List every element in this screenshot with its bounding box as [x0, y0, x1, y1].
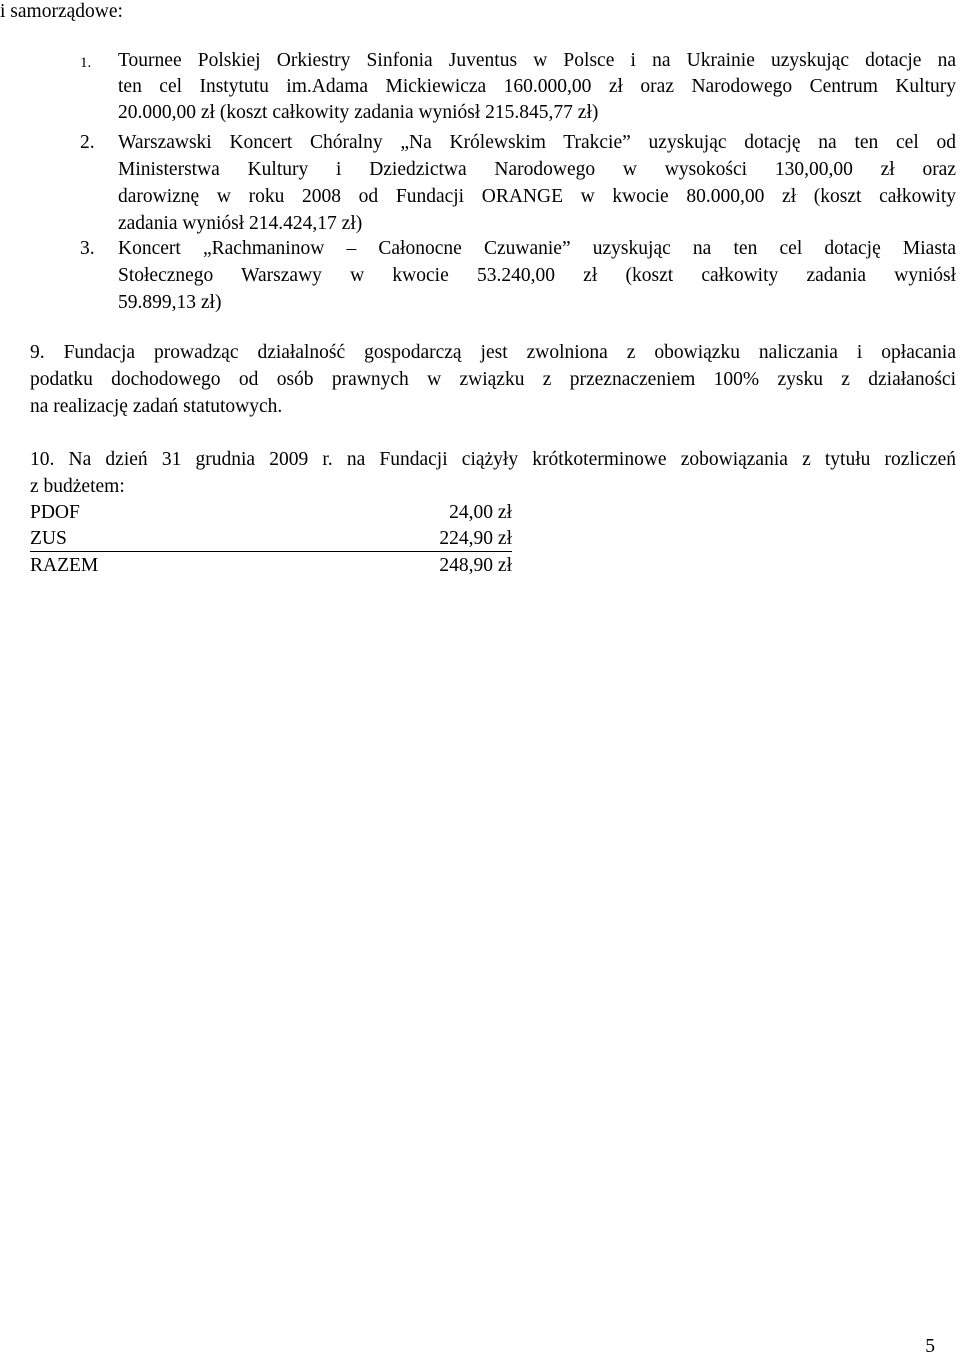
summary-label-razem: RAZEM [30, 555, 99, 576]
item-3-number: 3. [80, 238, 95, 259]
item-1-line-2: ten cel Instytutu im.Adama Mickiewicza 160.000,00 zł oraz Narodowego Centrum Kultury [118, 76, 956, 97]
section-9-line-1: 9. Fundacja prowadząc działalność gospodarczą jest zwolniona z obowiązku naliczania i opłacania [30, 342, 956, 363]
item-3-line-2: Stołecznego Warszawy w kwocie 53.240,00 zł (koszt całkowity zadania wyniósł [118, 265, 956, 286]
summary-value-razem: 248,90 zł [439, 555, 512, 576]
item-1-number: 1. [80, 55, 92, 71]
item-1-line-1: Tournee Polskiej Orkiestry Sinfonia Juventus w Polsce i na Ukrainie uzyskując dotacje na [118, 50, 956, 71]
item-1-line-3: 20.000,00 zł (koszt całkowity zadania wyniósł 215.845,77 zł) [118, 102, 599, 123]
item-2-line-3: darowiznę w roku 2008 od Fundacji ORANGE w kwocie 80.000,00 zł (koszt całkowity [118, 186, 956, 207]
page-number: 5 [925, 1336, 935, 1357]
item-2-line-1: Warszawski Koncert Chóralny „Na Królewskim Trakcie” uzyskując dotację na ten cel od [118, 132, 956, 153]
item-3-line-3: 59.899,13 zł) [118, 292, 222, 313]
section-10-line-1: 10. Na dzień 31 grudnia 2009 r. na Fundacji ciążyły krótkoterminowe zobowiązania z tytułu rozliczeń [30, 449, 956, 470]
section-10-line-2: z budżetem: [30, 476, 125, 497]
item-3-line-1: Koncert „Rachmaninow – Całonocne Czuwanie” uzyskując na ten cel dotację Miasta [118, 238, 956, 259]
summary-label-pdof: PDOF [30, 502, 80, 523]
summary-label-zus: ZUS [30, 528, 67, 549]
summary-value-pdof: 24,00 zł [449, 502, 512, 523]
section-9-line-3: na realizację zadań statutowych. [30, 396, 283, 417]
item-2-number: 2. [80, 132, 95, 153]
item-2-line-2: Ministerstwa Kultury i Dziedzictwa Narodowego w wysokości 130,00,00 zł oraz [118, 159, 956, 180]
intro-text: i samorządowe: [0, 1, 123, 22]
item-2-line-4: zadania wyniósł 214.424,17 zł) [118, 213, 363, 234]
summary-value-zus: 224,90 zł [439, 528, 512, 549]
section-9-line-2: podatku dochodowego od osób prawnych w związku z przeznaczeniem 100% zysku z działaności [30, 369, 956, 390]
